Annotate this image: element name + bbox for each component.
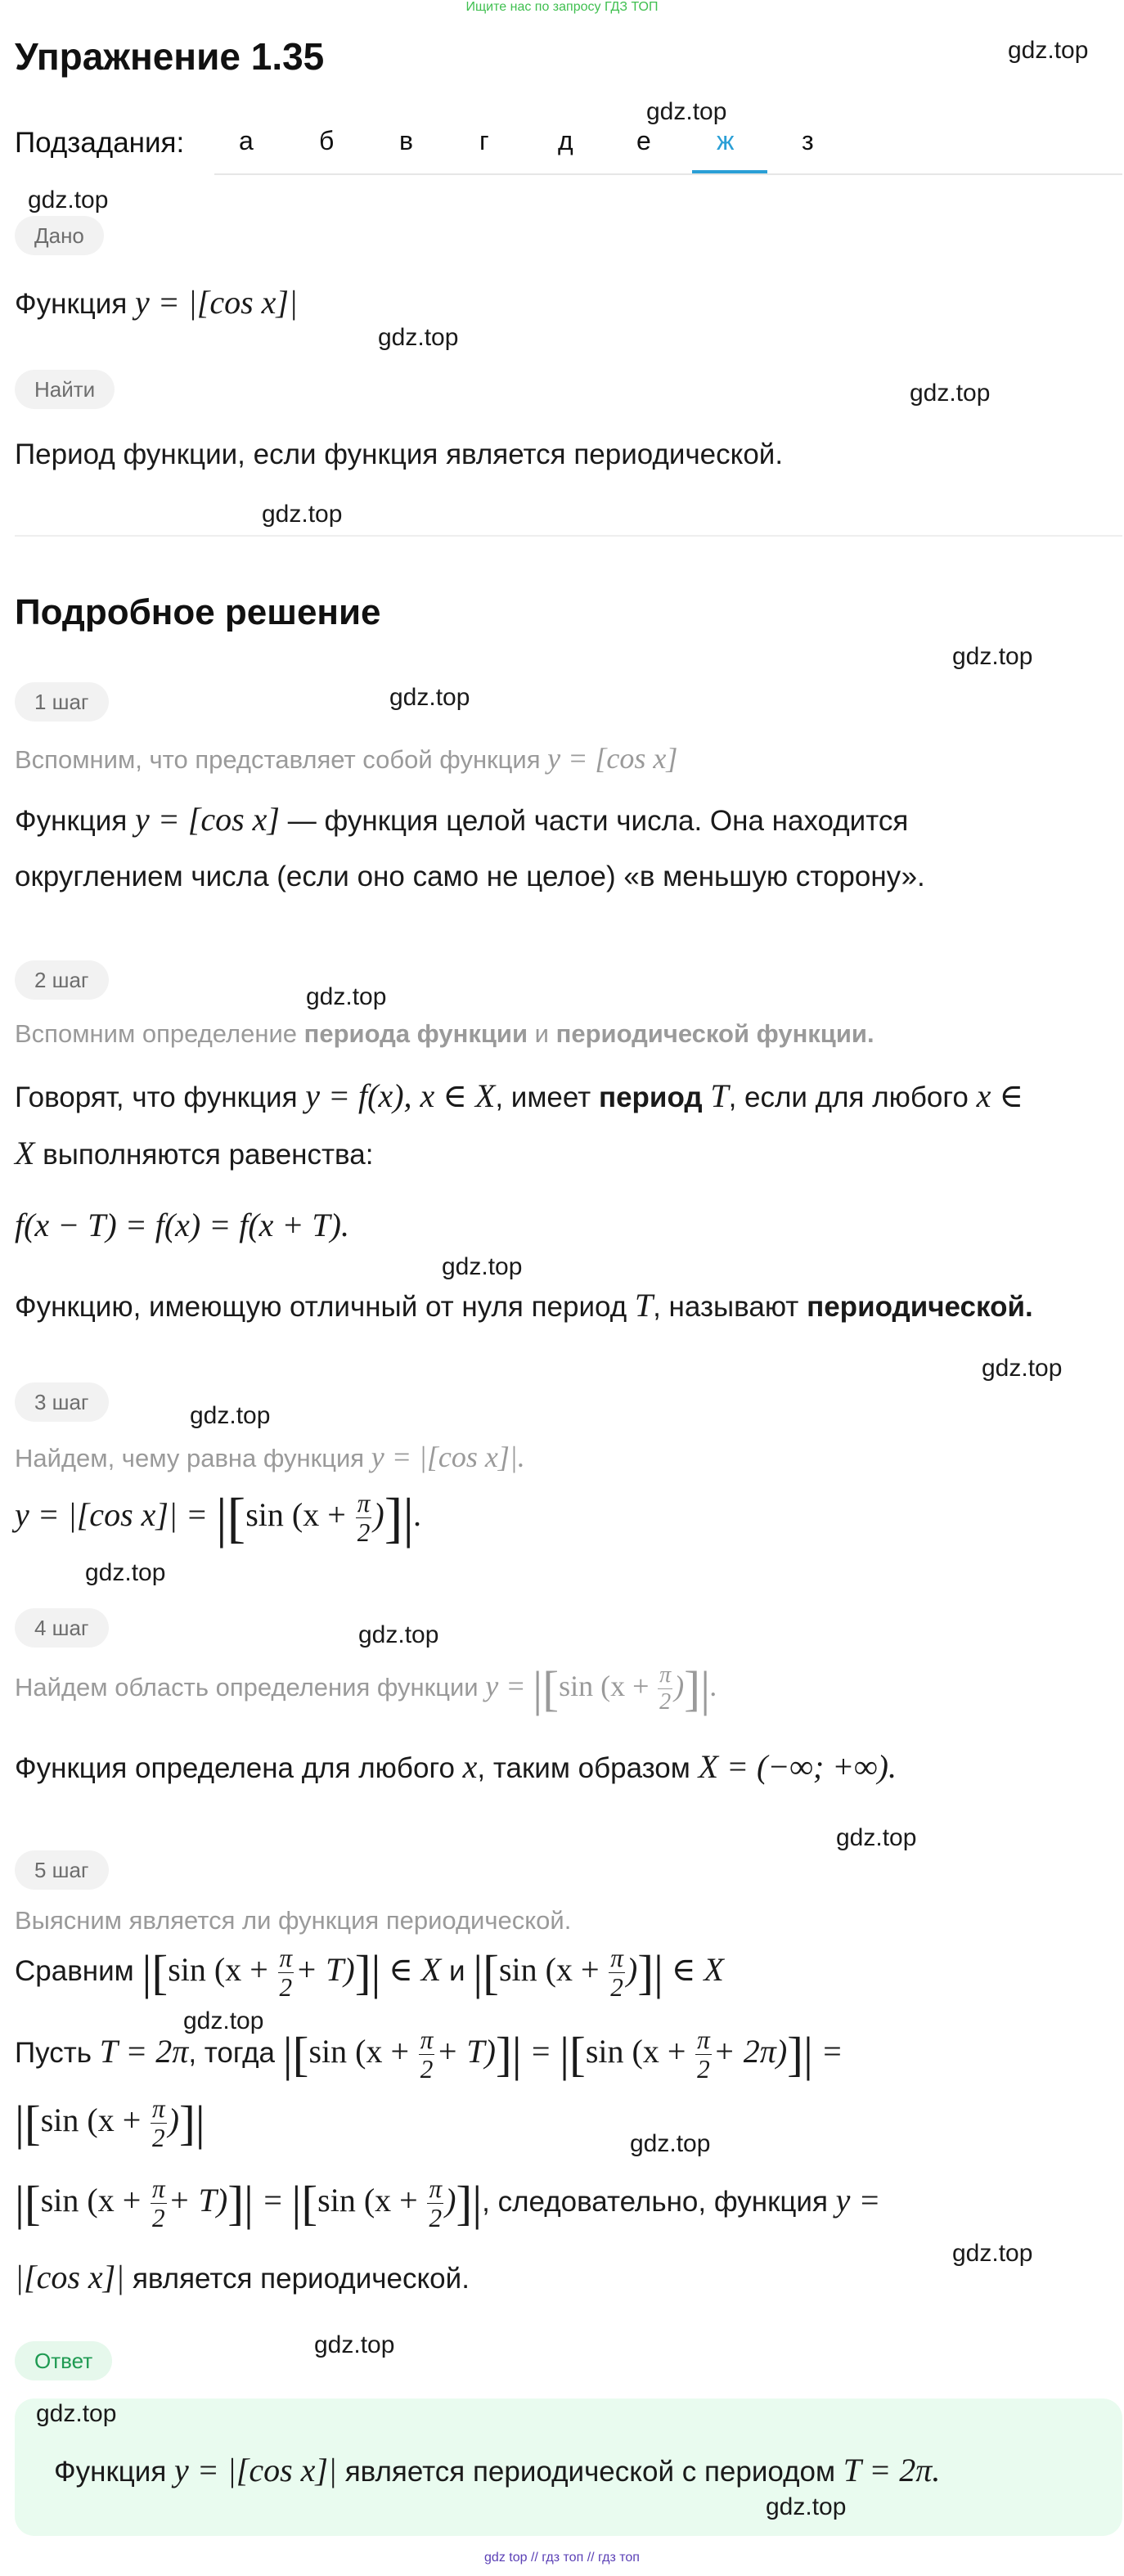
let-formula: T = 2π	[99, 2032, 189, 2070]
step-4-hint-formula: y =	[485, 1669, 526, 1702]
let-sin-2: sin (x +	[585, 2032, 686, 2070]
let-sin-1: sin (x +	[308, 2032, 409, 2070]
watermark: gdz.top	[306, 983, 387, 1010]
step-5-badge: 5 шаг	[15, 1850, 109, 1890]
tab-a[interactable]: а	[239, 126, 254, 155]
watermark: gdz.top	[262, 501, 343, 528]
given-line	[15, 283, 298, 321]
def-x: x ∈	[976, 1077, 1023, 1114]
concl-sin-2: sin (x +	[317, 2181, 418, 2219]
answer-text	[54, 2451, 940, 2489]
step-2-hint-a: Вспомним определение	[15, 1019, 298, 1048]
step-1-badge: 1 шаг	[15, 682, 109, 722]
let-label: Пусть	[15, 2036, 92, 2069]
answer-formula: y = |[cos x]|	[174, 2452, 337, 2488]
watermark: gdz.top	[314, 2331, 395, 2358]
answer-middle: является периодической с периодом	[344, 2456, 836, 2488]
given-badge: Дано	[15, 216, 104, 255]
let-plus-2pi: + 2π)	[713, 2032, 788, 2070]
footer-links[interactable]: gdz top // гдз топ // гдз топ	[484, 2551, 640, 2565]
step-2-hint	[15, 1019, 874, 1049]
conclusion-a: , следовательно, функция	[482, 2185, 828, 2218]
compare-in-X-2: ∈ X	[671, 1950, 724, 1988]
pi-over-2: $\frac{\pi}{2}$	[357, 1489, 371, 1548]
step-5-compare: Сравним |[sin (x + $\frac{\pi}{2}$ + T)]| ∈ X и |[sin (x + $\frac{\pi}{2}$ )]| ∈ X	[15, 1944, 724, 2003]
tab-g[interactable]: г	[479, 126, 489, 155]
promo-link[interactable]: Ищите нас по запросу ГДЗ ТОП	[465, 0, 659, 14]
step-1-line-1	[15, 800, 908, 838]
def-T: T	[710, 1077, 729, 1114]
tab-e[interactable]: е	[636, 126, 651, 155]
eq3-close: )	[373, 1495, 384, 1533]
def2-text: выполняются равенства:	[43, 1139, 374, 1171]
tab-d[interactable]: д	[558, 126, 573, 155]
step-3-hint-formula: y = |[cos x]|.	[371, 1441, 525, 1473]
step-5-conclusion-line-1: |[sin (x + $\frac{\pi}{2}$ + T)]| = |[sin (x + $\frac{\pi}{2}$ )]|, следовательно, функция y =	[15, 2174, 881, 2233]
pi-over-2: $\frac{\pi}{2}$	[420, 2025, 434, 2084]
def-c: период	[598, 1081, 703, 1113]
given-prefix: Функция	[15, 288, 128, 320]
concl-sin-1: sin (x +	[40, 2181, 142, 2219]
step-3-hint	[15, 1440, 525, 1474]
def3-c: периодической.	[807, 1291, 1033, 1323]
watermark: gdz.top	[190, 1402, 271, 1429]
step-4-hint: Найдем область определения функции y = |[sin (x + $\frac{\pi}{2}$ )]|.	[15, 1661, 718, 1716]
pi-over-2: $\frac{\pi}{2}$	[152, 2094, 165, 2153]
pi-over-2: $\frac{\pi}{2}$	[659, 1662, 672, 1715]
compare-close: )	[626, 1950, 638, 1988]
compare-sin-1: sin (x +	[168, 1950, 268, 1988]
watermark: gdz.top	[646, 98, 727, 125]
pi-over-2: $\frac{\pi}{2}$	[429, 2174, 443, 2233]
given-formula: y = |[cos x]|	[135, 284, 298, 321]
step-3-badge: 3 шаг	[15, 1382, 109, 1422]
step-1-line-1-suffix: — функция целой части числа. Она находится	[287, 805, 909, 837]
find-badge: Найти	[15, 370, 115, 409]
step-2-def-line-3	[15, 1286, 1033, 1324]
watermark: gdz.top	[85, 1559, 166, 1586]
watermark: gdz.top	[952, 2240, 1033, 2267]
pi-over-2: $\frac{\pi}{2}$	[697, 2025, 710, 2084]
let-close-3: )	[168, 2101, 179, 2138]
step-2-badge: 2 шаг	[15, 960, 109, 1000]
subtasks-label: Подзадания:	[15, 127, 185, 159]
step-4-hint-text: Найдем область определения функции	[15, 1672, 479, 1702]
def-d: , если для любого	[728, 1081, 969, 1113]
watermark: gdz.top	[836, 1824, 917, 1851]
tab-zh-active[interactable]: ж	[717, 126, 735, 155]
compare-and: и	[448, 1954, 465, 1987]
step-4-line-formula: X = (−∞; +∞).	[698, 1748, 897, 1785]
pi-over-2: $\frac{\pi}{2}$	[279, 1944, 293, 2003]
step-5-let: Пусть T = 2π, тогда |[sin (x + $\frac{\pi}{2}$ + T)]| = |[sin (x + $\frac{\pi}{2}$ + 2π)]| =	[15, 2025, 843, 2084]
def3-a: Функцию, имеющую отличный от нуля период	[15, 1291, 627, 1323]
step-4-line	[15, 1747, 897, 1786]
tab-z[interactable]: з	[802, 126, 814, 155]
pi-over-2: $\frac{\pi}{2}$	[152, 2174, 165, 2233]
def-b: , имеет	[495, 1081, 591, 1113]
step-2-def-line-1	[15, 1077, 1023, 1115]
step-1-line-1-prefix: Функция	[15, 805, 128, 837]
step-4-hint-sin: sin (x +	[559, 1669, 650, 1702]
compare-in-X-1: ∈ X	[389, 1950, 442, 1988]
step-1-line-2: округлением числа (если оно само не целое) «в меньшую сторону».	[15, 861, 925, 892]
def-formula: y = f(x), x ∈ X	[305, 1077, 496, 1114]
pi-over-2: $\frac{\pi}{2}$	[610, 1944, 623, 2003]
step-2-hint-d: периодической функции.	[555, 1019, 874, 1048]
solution-title: Подробное решение	[15, 592, 381, 632]
find-text: Период функции, если функция является периодической.	[15, 438, 784, 470]
step-5-let-continued: |[sin (x + $\frac{\pi}{2}$ )]|	[15, 2094, 205, 2153]
step-2-def-line-2	[15, 1134, 373, 1172]
compare-plus-T: + T)	[295, 1950, 355, 1988]
watermark: gdz.top	[630, 2130, 711, 2157]
conclusion-formula-2: |[cos x]|	[15, 2259, 125, 2295]
watermark: gdz.top	[378, 324, 459, 351]
step-1-hint	[15, 741, 677, 775]
step-5-hint: Выясним является ли функция периодической.	[15, 1906, 572, 1935]
def3-T: T	[634, 1287, 654, 1324]
step-4-line-a: Функция определена для любого	[15, 1752, 455, 1784]
step-4-line-b: , таким образом	[477, 1752, 690, 1784]
step-4-badge: 4 шаг	[15, 1608, 109, 1648]
answer-badge: Ответ	[15, 2341, 112, 2380]
step-2-equation: f(x − T) = f(x) = f(x + T).	[15, 1207, 349, 1243]
then-label: , тогда	[188, 2036, 275, 2069]
concl-close: )	[445, 2181, 456, 2219]
watermark: gdz.top	[183, 2007, 264, 2034]
answer-prefix: Функция	[54, 2456, 167, 2488]
eq3-left: y = |[cos x]| =	[15, 1495, 208, 1533]
tab-b[interactable]: б	[319, 126, 335, 155]
step-1-hint-text: Вспомним, что представляет собой функция	[15, 745, 541, 774]
answer-period: T = 2π.	[843, 2452, 941, 2488]
compare-label: Сравним	[15, 1954, 134, 1987]
watermark: gdz.top	[28, 187, 109, 214]
step-3-hint-text: Найдем, чему равна функция	[15, 1444, 365, 1472]
step-1-line-1-formula: y = [cos x]	[135, 801, 280, 838]
step-1-hint-formula: y = [cos x]	[547, 742, 678, 775]
watermark: gdz.top	[389, 684, 470, 711]
conclusion-b: является периодической.	[132, 2263, 470, 2295]
step-4-hint-end: .	[710, 1669, 718, 1702]
let-plus-T: + T)	[436, 2032, 496, 2070]
watermark: gdz.top	[952, 643, 1033, 670]
watermark: gdz.top	[36, 2400, 117, 2427]
page-title: Упражнение 1.35	[15, 35, 325, 78]
watermark: gdz.top	[1008, 37, 1089, 64]
watermark: gdz.top	[358, 1621, 439, 1648]
subtask-tabs	[214, 115, 1122, 175]
concl-plus-T: + T)	[168, 2181, 228, 2219]
active-tab-indicator	[692, 170, 767, 173]
step-4-hint-close: )	[674, 1669, 685, 1702]
step-2-hint-c: и	[534, 1019, 549, 1048]
step-3-equation: y = |[cos x]| = |[sin (x + $\frac{\pi}{2}$ )]|.	[15, 1486, 422, 1549]
def-a: Говорят, что функция	[15, 1081, 298, 1113]
step-2-hint-b: периода функции	[303, 1019, 528, 1048]
watermark: gdz.top	[910, 380, 991, 407]
conclusion-formula: y =	[835, 2181, 881, 2219]
let-sin-3: sin (x +	[40, 2101, 142, 2138]
compare-sin-2: sin (x +	[498, 1950, 600, 1988]
watermark: gdz.top	[766, 2493, 847, 2520]
watermark: gdz.top	[442, 1253, 523, 1280]
eq3-end: .	[413, 1495, 422, 1533]
section-divider	[15, 535, 1122, 537]
eq3-sin: sin (x +	[245, 1495, 346, 1533]
watermark: gdz.top	[982, 1355, 1063, 1382]
step-4-line-x: x	[462, 1748, 478, 1785]
def2-X: X	[15, 1135, 35, 1171]
def3-b: , называют	[653, 1291, 799, 1323]
step-5-conclusion-line-2	[15, 2258, 470, 2296]
tab-v[interactable]: в	[399, 126, 413, 155]
